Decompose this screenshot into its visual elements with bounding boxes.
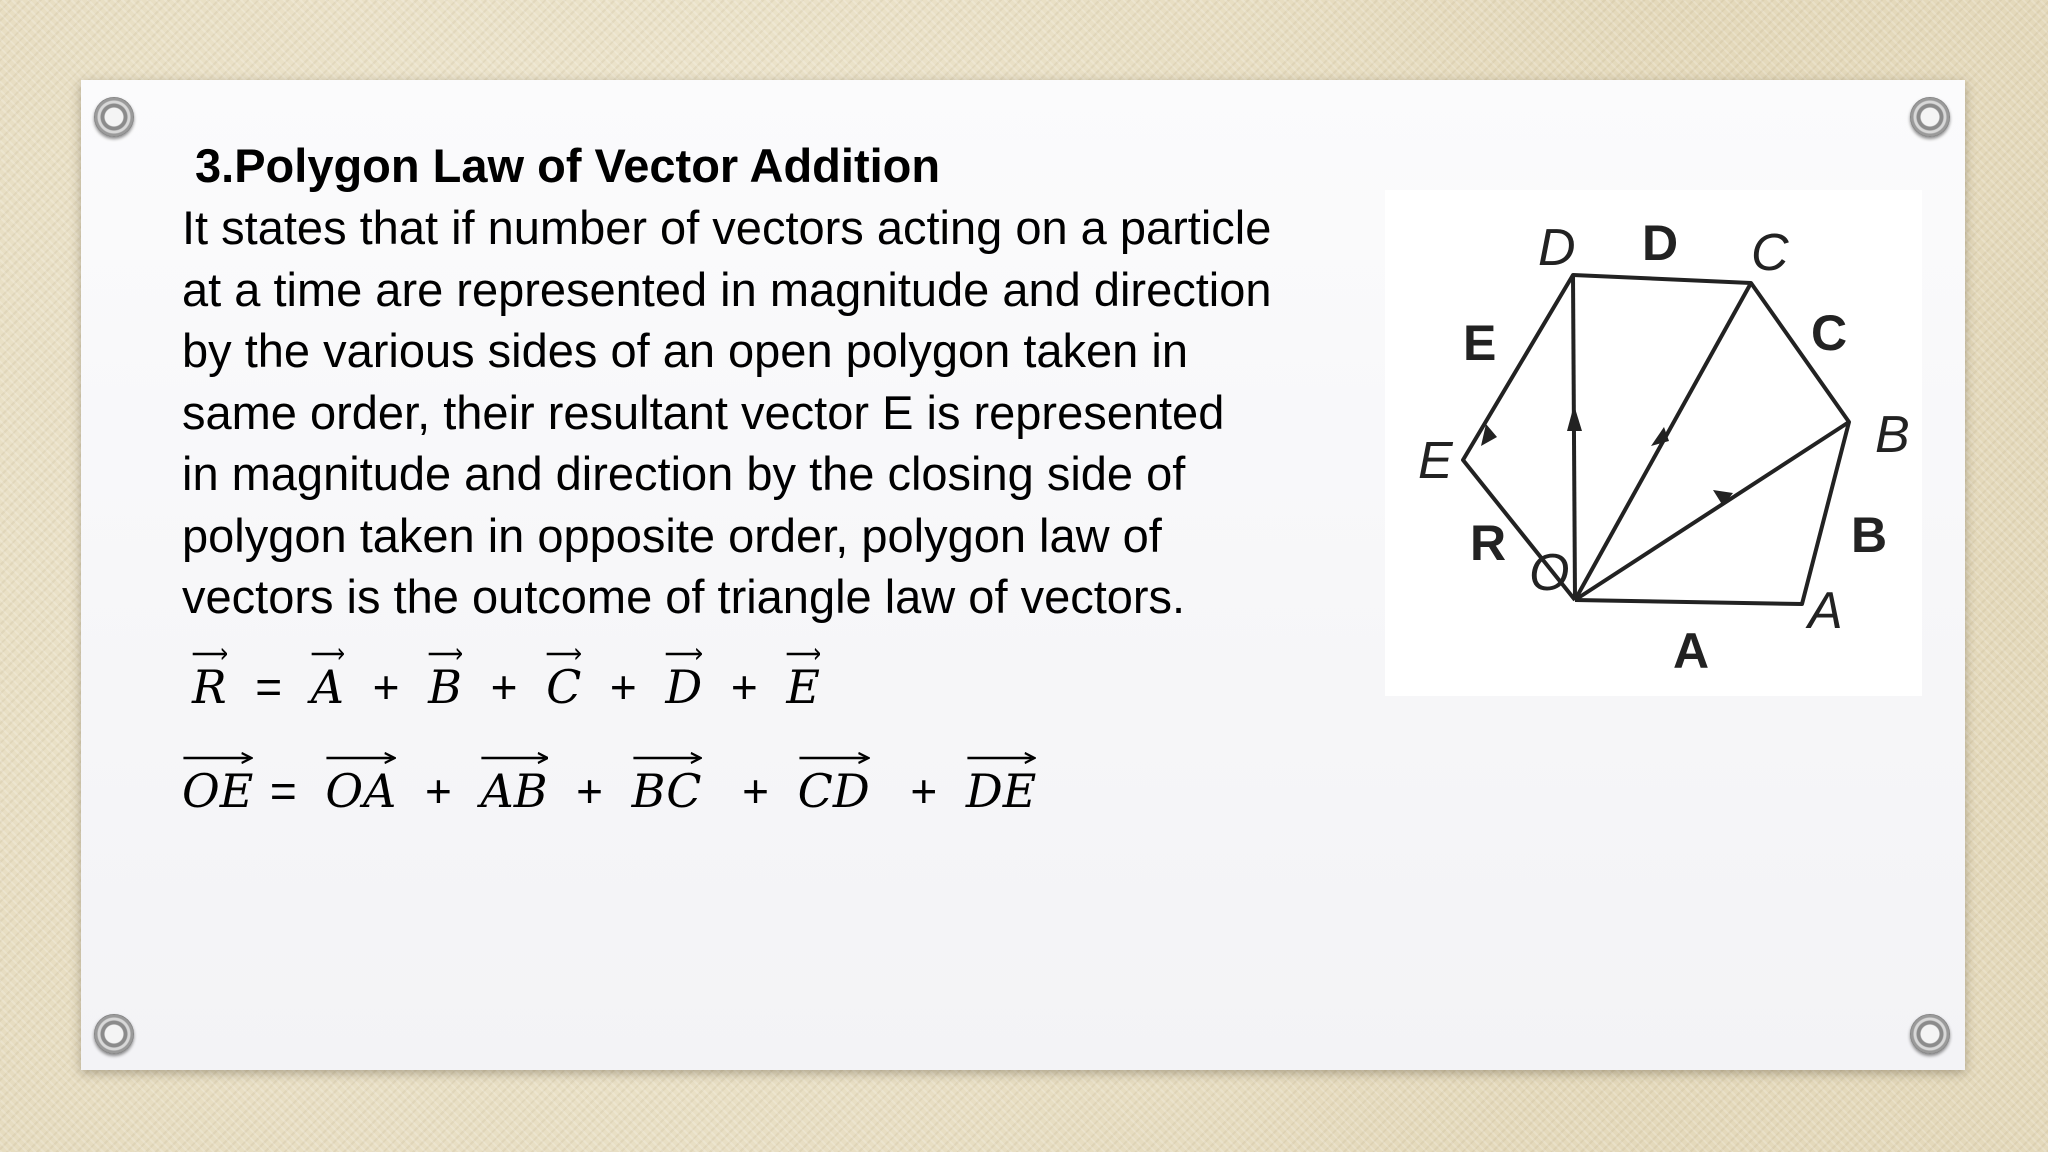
polygon-diagram [1385, 190, 1922, 696]
plus-sign: + [742, 765, 769, 817]
body-line: same order, their resultant vector E is represented [182, 385, 1225, 439]
vector-a: A [311, 648, 344, 714]
body-line: polygon taken in opposite order, polygon law of [182, 508, 1162, 562]
vector-oa: OA [325, 752, 396, 818]
body-paragraph [182, 197, 1382, 628]
plus-sign: + [609, 661, 637, 713]
vector-de: DE [966, 752, 1036, 818]
body-line: in magnitude and direction by the closing side of [182, 447, 1186, 500]
resultant-equation [192, 648, 820, 714]
side-label-e: E [1463, 315, 1497, 371]
plus-sign: + [372, 661, 400, 713]
plus-sign: + [910, 765, 938, 817]
plus-sign: + [490, 661, 518, 713]
vector-cd: CD [798, 752, 870, 818]
plus-sign: + [424, 765, 452, 817]
body-line: by the various sides of an open polygon taken in [182, 324, 1188, 377]
plus-sign: + [576, 765, 604, 817]
grommet-icon [1910, 1014, 1950, 1054]
vector-r: R [192, 648, 227, 714]
side-label-r: R [1470, 515, 1507, 571]
side-label-b: B [1851, 507, 1888, 563]
equals-sign: = [255, 661, 283, 713]
vector-c: C [546, 648, 581, 714]
vector-oe: OE [182, 752, 253, 818]
diagonal-od [1573, 275, 1575, 600]
vertex-label-e: E [1418, 432, 1453, 490]
body-line: at a time are represented in magnitude and direction [182, 262, 1272, 316]
vector-d: D [665, 648, 702, 714]
vertex-label-d: D [1538, 219, 1576, 277]
vector-b: B [428, 648, 462, 714]
grommet-icon [94, 97, 134, 137]
side-label-c: C [1811, 305, 1848, 361]
vertex-label-o: O [1529, 544, 1570, 602]
body-line: It states that if number of vectors acting on a particle [182, 201, 1272, 254]
grommet-icon [94, 1014, 134, 1054]
side-label-a: A [1673, 623, 1710, 679]
vertex-label-b: B [1875, 406, 1910, 464]
body-line: vectors is the outcome of triangle law of vectors. [182, 570, 1186, 623]
equals-sign: = [269, 765, 297, 817]
polygon-equation [182, 752, 1036, 818]
side-label-d: D [1642, 215, 1679, 271]
vector-bc: BC [632, 752, 702, 818]
plus-sign: + [730, 661, 758, 713]
grommet-icon [1910, 97, 1950, 137]
arrow-oc-icon [1651, 427, 1669, 446]
vector-e: E [786, 648, 820, 714]
vector-ab: AB [480, 752, 547, 818]
polygon-diagram-svg [1385, 190, 1922, 696]
arrow-od-icon [1567, 405, 1582, 431]
slide-title: 3.Polygon Law of Vector Addition [195, 139, 941, 192]
vertex-label-c: C [1751, 224, 1789, 282]
vertex-label-a: A [1808, 582, 1843, 640]
